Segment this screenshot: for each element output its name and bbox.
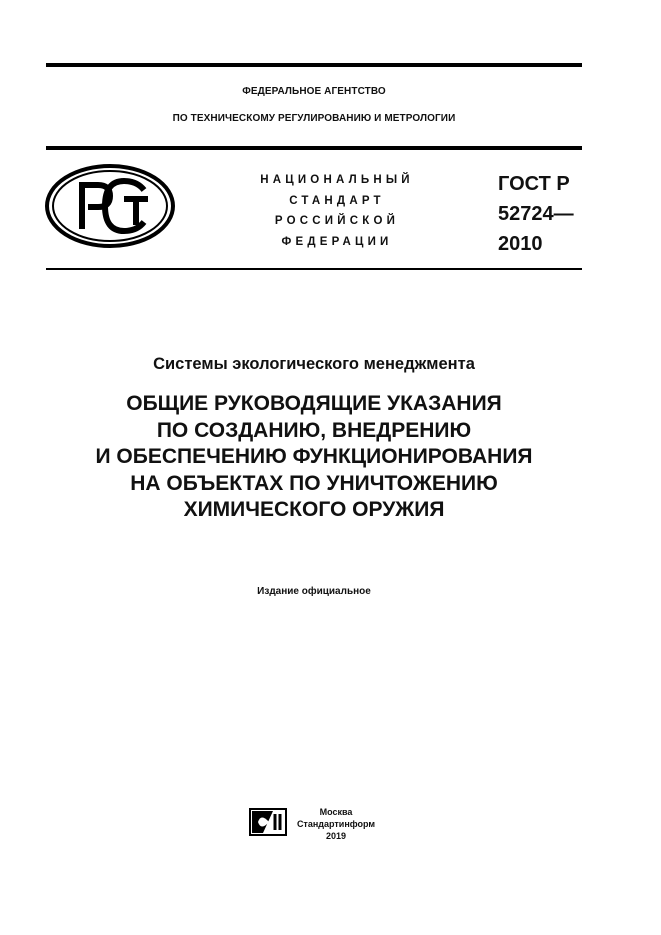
agency-name-line1: ФЕДЕРАЛЬНОЕ АГЕНТСТВО [242,86,386,97]
national-line-3: РОССИЙСКОЙ [274,215,400,227]
edition-label: Издание официальное [257,586,371,597]
agency-name-line2: ПО ТЕХНИЧЕСКОМУ РЕГУЛИРОВАНИЮ И МЕТРОЛОГИИ [172,113,456,124]
national-line-2: СТАНДАРТ [289,194,385,207]
title-line-2: ПО СОЗДАНИЮ, ВНЕДРЕНИЮ [156,418,472,442]
standard-code-line3: 2010 [498,233,543,255]
title-line-5: ХИМИЧЕСКОГО ОРУЖИЯ [183,498,445,521]
header-rule [46,146,582,150]
title-line-3: И ОБЕСПЕЧЕНИЮ ФУНКЦИОНИРОВАНИЯ [95,445,533,468]
standard-code-line2: 52724— [498,203,574,225]
rst-certification-mark-icon [44,163,176,249]
document-title [30,391,598,524]
top-rule [46,63,582,67]
publisher-year: 2019 [325,831,347,841]
standard-code-line1: ГОСТ Р [498,173,570,195]
title-line-1: ОБЩИЕ РУКОВОДЯЩИЕ УКАЗАНИЯ [126,392,502,415]
standard-code [498,169,574,259]
publisher-block [296,806,376,842]
national-standard-label [222,170,452,252]
publisher-name: Стандартинформ [296,819,376,829]
header-bottom-rule [46,268,582,270]
standartinform-logo-icon [249,808,287,836]
national-line-1: НАЦИОНАЛЬНЫЙ [260,174,414,186]
document-subtitle: Системы экологического менеджмента [153,355,475,373]
title-line-4: НА ОБЪЕКТАХ ПО УНИЧТОЖЕНИЮ [130,471,498,495]
publisher-city: Москва [319,807,353,817]
national-line-4: ФЕДЕРАЦИИ [281,235,393,248]
